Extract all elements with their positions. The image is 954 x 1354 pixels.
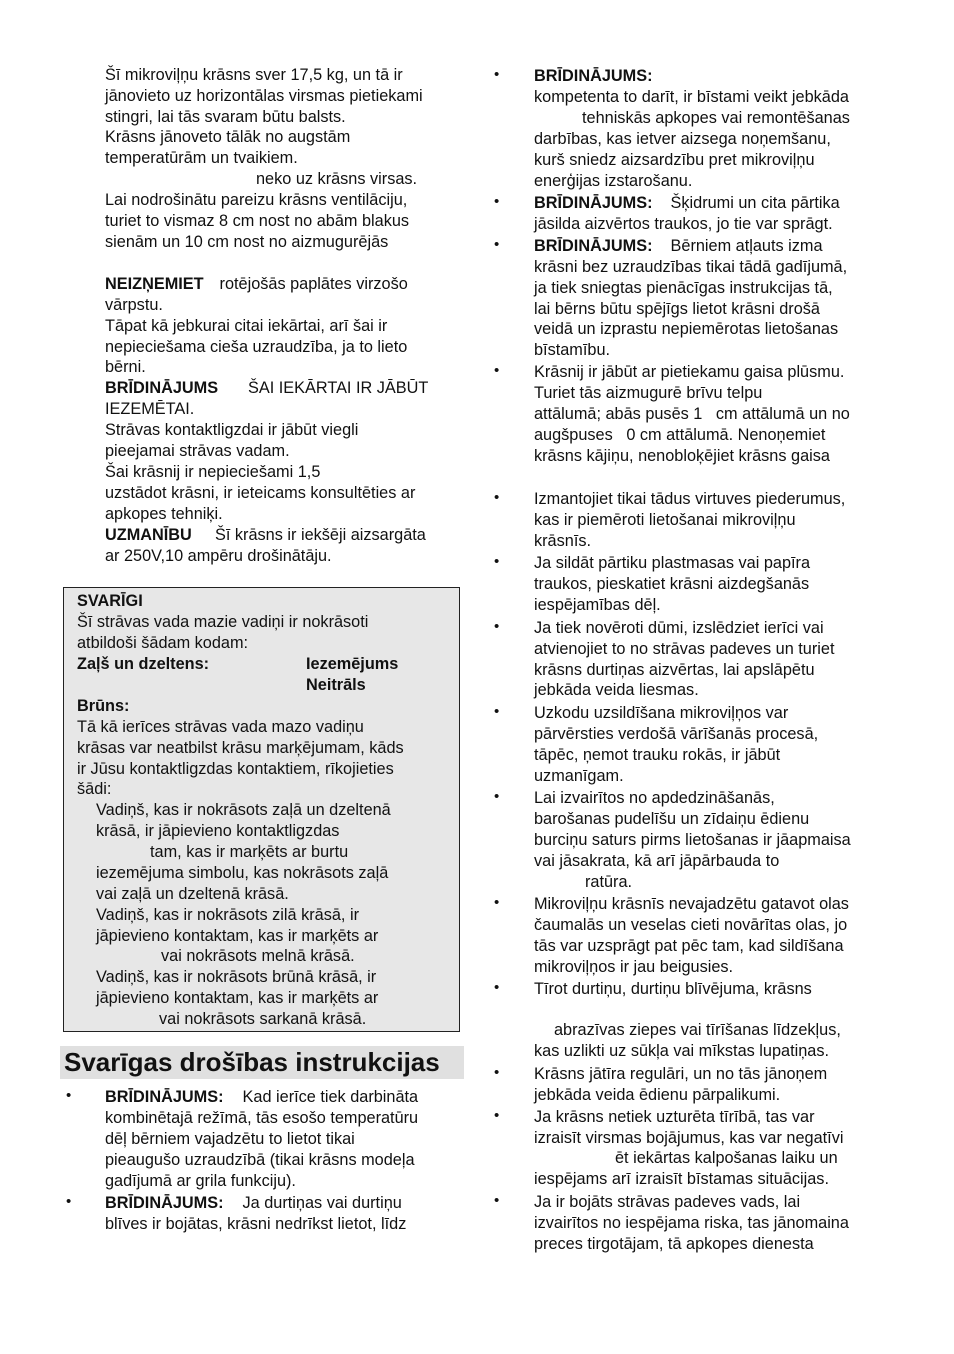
- text-line: Strāvas kontaktligzdai ir jābūt viegli: [105, 421, 359, 439]
- text-line: vai zaļā un dzeltenā krāsā.: [96, 885, 289, 903]
- text-line: uzstādot krāsni, ir ieteicams konsultēties ar: [105, 484, 416, 502]
- text-line: ja tiek sniegtas pienācīgas instrukcijas tā,: [534, 279, 833, 297]
- text-line: tam, kas ir marķēts ar burtu: [150, 843, 349, 861]
- text-line: Krāsns jānoveto tālāk no augstām: [105, 128, 351, 146]
- text-line: Ja durtiņas vai durtiņu: [238, 1194, 402, 1212]
- text-line: Tā kā ierīces strāvas vada mazo vadiņu: [77, 718, 364, 736]
- text-line: mikroviļņos ir jau beigusies.: [534, 958, 734, 976]
- text-line: Ja ir bojāts strāvas padeves vads, lai: [534, 1193, 801, 1211]
- text-line: Šī krāsns ir iekšēji aizsargāta: [215, 526, 426, 544]
- text-line: jebkāda veida ēdienu pārpalikumi.: [534, 1086, 781, 1104]
- text-line: Ja tiek novēroti dūmi, izslēdziet ierīci vai: [534, 619, 824, 637]
- text-line: Bērniem atļauts izma: [666, 237, 823, 255]
- text-line: jāpievieno kontaktam, kas ir marķēts ar: [96, 927, 379, 945]
- text-line: pieaugušo uzraudzībā (tikai krāsns modeļa: [105, 1151, 415, 1169]
- text-line: pieejamai strāvas vadam.: [105, 442, 290, 460]
- text-line: jāpievieno kontaktam, kas ir marķēts ar: [96, 989, 379, 1007]
- wire-function-label: Iezemējums: [306, 655, 399, 673]
- text-line: pārvērsties verdošā vārīšanās procesā,: [534, 725, 819, 743]
- bullet: •: [494, 489, 500, 506]
- bullet: •: [494, 66, 500, 83]
- text-line: Uzkodu uzsildīšana mikroviļņos var: [534, 704, 789, 722]
- text-line: uzmanīgam.: [534, 767, 624, 785]
- text-line: traukos, pieskatiet krāsni aizdegšanās: [534, 575, 810, 593]
- text-line: gadījumā ar grila funkciju).: [105, 1172, 296, 1190]
- warning-label: BRĪDINĀJUMS:: [534, 237, 653, 255]
- text-line: vai nokrāsots melnā krāsā.: [161, 947, 355, 965]
- text-line: ratūra.: [585, 873, 633, 891]
- text-line: krāsni bez uzraudzības tikai tādā gadījumā,: [534, 258, 848, 276]
- text-line: sienām un 10 cm nost no aizmugurējās: [105, 233, 389, 251]
- text-line: ir Jūsu kontaktligzdas kontaktiem, rīkojieties: [77, 760, 394, 778]
- text-line: Šī mikroviļņu krāsns sver 17,5 kg, un tā ir: [105, 66, 403, 84]
- text-line: krāsns durtiņas aizvērtas, lai apslāpētu: [534, 661, 815, 679]
- text-line: jebkāda veida liesmas.: [534, 681, 699, 699]
- text-line: preces tirgotājam, tā apkopes dienesta: [534, 1235, 814, 1253]
- text-line: Krāsnij ir jābūt ar pietiekamu gaisa plūsmu.: [534, 363, 845, 381]
- text-line: tās var uzsprāgt pat pēc tam, kad sildīšana: [534, 937, 844, 955]
- text-line: iespējamības dēļ.: [534, 596, 661, 614]
- text-line: Izmantojiet tikai tādus virtuves piederumus,: [534, 490, 846, 508]
- text-line: Turiet tās aizmugurē brīvu telpu: [534, 384, 763, 402]
- text-line: vai jāsakrata, kā arī jāpārbauda to: [534, 852, 780, 870]
- text-line: izvairītos no iespējama riska, tas jānomaina: [534, 1214, 849, 1232]
- section-heading: Svarīgas drošības instrukcijas: [64, 1047, 440, 1077]
- text-line: vai nokrāsots sarkanā krāsā.: [159, 1010, 367, 1028]
- text-line: jāsilda aizvērtos traukos, jo tie var sprāgt.: [534, 215, 833, 233]
- text-line: rotējošās paplātes virzošo: [215, 275, 408, 293]
- warning-label: BRĪDINĀJUMS:: [534, 194, 653, 212]
- text-line: Krāsns jātīra regulāri, un no tās jānoņem: [534, 1065, 828, 1083]
- warning-label: BRĪDINĀJUMS:: [105, 1088, 224, 1106]
- text-line: kompetenta to darīt, ir bīstami veikt jebkāda: [534, 88, 849, 106]
- text-line: IEZEMĒTAI.: [105, 400, 195, 418]
- text-line: Tīrot durtiņu, durtiņu blīvējuma, krāsns: [534, 980, 812, 998]
- text-line: burciņu saturs pirms lietošanas ir jāapmaisa: [534, 831, 851, 849]
- box-title: SVARĪGI: [77, 592, 143, 610]
- text-line: Ja krāsns netiek uzturēta tīrībā, tas var: [534, 1108, 815, 1126]
- text-line: Ja sildāt pārtiku plastmasas vai papīra: [534, 554, 811, 572]
- text-line: atbildoši šādam kodam:: [77, 634, 249, 652]
- text-line: Šķidrumi un cita pārtika: [666, 194, 840, 212]
- text-line: neko uz krāsns virsas.: [256, 170, 418, 188]
- text-line: tāpēc, ņemot trauku rokās, ir jābūt: [534, 746, 781, 764]
- text-line: ŠAI IEKĀRTAI IR JĀBŪT: [248, 379, 429, 397]
- text-line: turiet to vismaz 8 cm nost no abām blakus: [105, 212, 410, 230]
- text-line: blīves ir bojātas, krāsni nedrīkst lietot, līdz: [105, 1215, 407, 1233]
- text-line: Kad ierīce tiek darbināta: [238, 1088, 419, 1106]
- wire-function-label: Neitrāls: [306, 676, 366, 694]
- text-line: ēt iekārtas kalpošanas laiku un: [615, 1149, 838, 1167]
- text-line: jānovieto uz horizontālas virsmas pietiekami: [105, 87, 423, 105]
- text-line: iezemējuma simbolu, kas nokrāsots zaļā: [96, 864, 389, 882]
- bullet: •: [494, 788, 500, 805]
- bullet: •: [494, 1192, 500, 1209]
- text-line: čaumalās un veselas cieti novārītas olas, jo: [534, 916, 848, 934]
- warning-label: BRĪDINĀJUMS:: [534, 67, 653, 85]
- text-line: kombinētajā režīmā, tās esošo temperatūru: [105, 1109, 419, 1127]
- bullet: •: [494, 1064, 500, 1081]
- text-line: krāsā, ir jāpievieno kontaktligzdas: [96, 822, 340, 840]
- bullet: •: [494, 236, 500, 253]
- warning-label: NEIZŅEMIET: [105, 275, 204, 293]
- bullet: •: [494, 1107, 500, 1124]
- text-line: veidā un izprastu nepiemērotas lietošanas: [534, 320, 839, 338]
- text-line: vārpstu.: [105, 296, 163, 314]
- text-line: kas ir piemēroti lietošanai mikroviļņu: [534, 511, 796, 529]
- caution-label: UZMANĪBU: [105, 526, 192, 544]
- wire-color-label: Brūns:: [77, 697, 130, 715]
- text-line: Vadiņš, kas ir nokrāsots brūnā krāsā, ir: [96, 968, 377, 986]
- text-line: izraisīt virsmas bojājumus, kas var negatīvi: [534, 1129, 844, 1147]
- text-line: Šī strāvas vada mazie vadiņi ir nokrāsoti: [77, 613, 369, 631]
- wire-color-label: Zaļš un dzeltens:: [77, 655, 210, 673]
- text-line: krāsnīs.: [534, 532, 592, 550]
- text-line: kurš sniedz aizsardzību pret mikroviļņu: [534, 151, 815, 169]
- bullet: •: [494, 193, 500, 210]
- bullet: •: [66, 1193, 72, 1210]
- text-line: Vadiņš, kas ir nokrāsots zaļā un dzeltenā: [96, 801, 391, 819]
- warning-label: BRĪDINĀJUMS: [105, 379, 219, 397]
- text-line: bīstamību.: [534, 341, 611, 359]
- text-line: dēļ bērniem vajadzētu to lietot tikai: [105, 1130, 355, 1148]
- text-line: stingri, lai tās svaram būtu balsts.: [105, 108, 346, 126]
- bullet: •: [66, 1087, 72, 1104]
- bullet: •: [494, 553, 500, 570]
- text-line: bērni.: [105, 358, 146, 376]
- text-line: krāsns kājiņu, nenobloķējiet krāsns gaisa: [534, 447, 830, 465]
- text-line: augšpuses 0 cm attālumā. Nenoņemiet: [534, 426, 826, 444]
- text-line: krāsas var neatbilst krāsu marķējumam, kāds: [77, 739, 404, 757]
- text-line: Lai izvairītos no apdedzināšanās,: [534, 789, 775, 807]
- text-line: atvienojiet to no strāvas padeves un turiet: [534, 640, 835, 658]
- text-line: darbības, kas ietver aizsega noņemšanu,: [534, 130, 831, 148]
- bullet: •: [494, 618, 500, 635]
- text-line: apkopes tehniķi.: [105, 505, 223, 523]
- text-line: iespējams arī izraisīt bīstamas situācijas.: [534, 1170, 829, 1188]
- text-line: lai bērns būtu spējīgs lietot krāsni drošā: [534, 300, 820, 318]
- bullet: •: [494, 362, 500, 379]
- text-line: kas uzlikti uz sūkļa vai mīkstas lupatiņas.: [534, 1042, 829, 1060]
- text-line: Tāpat kā jebkurai citai iekārtai, arī šai ir: [105, 317, 388, 335]
- text-line: barošanas pudelīšu un zīdaiņu ēdienu: [534, 810, 810, 828]
- text-line: enerģijas izstarošanu.: [534, 172, 693, 190]
- warning-label: BRĪDINĀJUMS:: [105, 1194, 224, 1212]
- text-line: šādi:: [77, 780, 112, 798]
- bullet: •: [494, 979, 500, 996]
- text-line: abrazīvas ziepes vai tīrīšanas līdzekļus,: [554, 1021, 841, 1039]
- text-line: attālumā; abās pusēs 1 cm attālumā un no: [534, 405, 850, 423]
- text-line: Šai krāsnij ir nepieciešami 1,5: [105, 463, 321, 481]
- bullet: •: [494, 894, 500, 911]
- text-line: Vadiņš, kas ir nokrāsots zilā krāsā, ir: [96, 906, 360, 924]
- text-line: nepieciešama cieša uzraudzība, ja to lieto: [105, 338, 408, 356]
- text-line: tehniskās apkopes vai remontēšanas: [582, 109, 850, 127]
- text-line: temperatūrām un tvaikiem.: [105, 149, 298, 167]
- text-line: Lai nodrošinātu pareizu krāsns ventilāciju,: [105, 191, 408, 209]
- text-line: Mikroviļņu krāsnīs nevajadzētu gatavot olas: [534, 895, 849, 913]
- bullet: •: [494, 703, 500, 720]
- text-line: ar 250V,10 ampēru drošinātāju.: [105, 547, 332, 565]
